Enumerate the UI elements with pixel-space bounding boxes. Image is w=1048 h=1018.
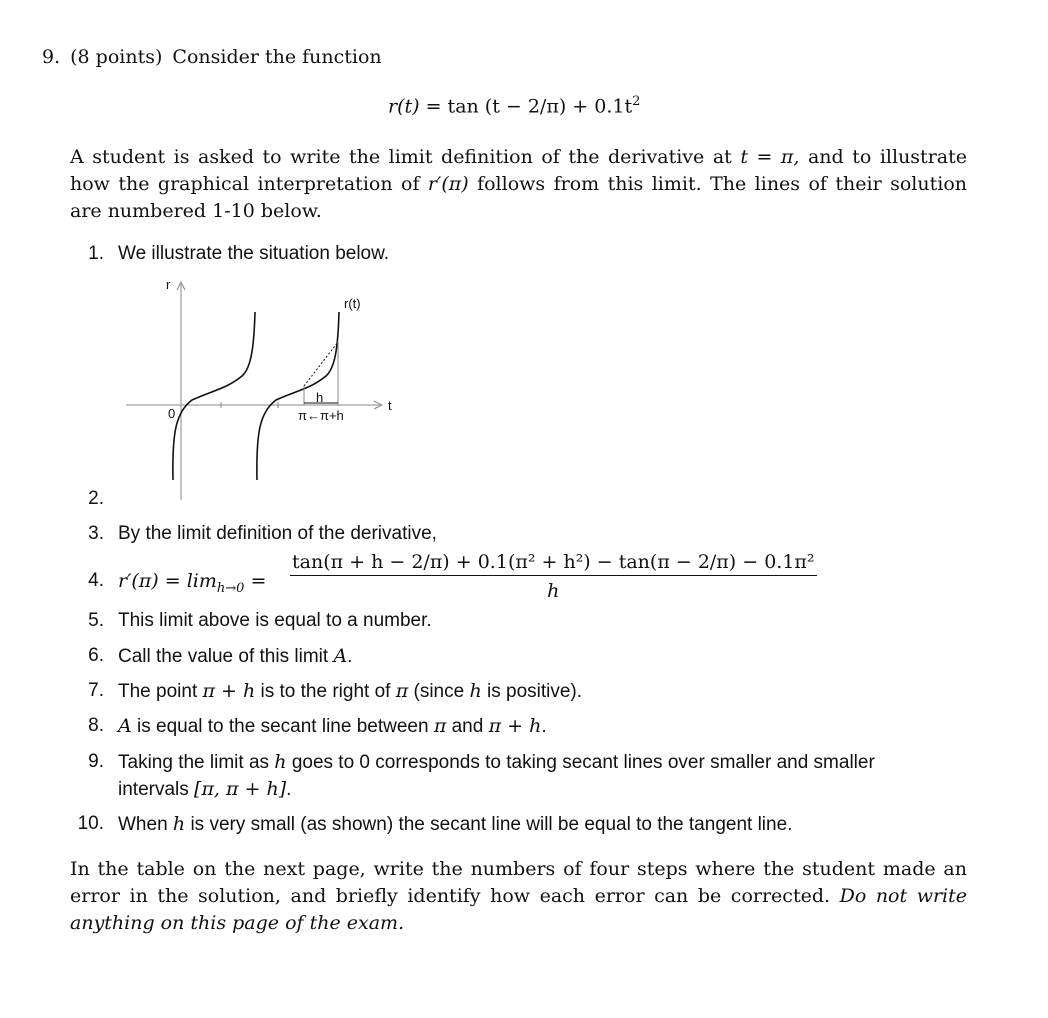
step-number: 7. [88,680,104,701]
step-number: 4. [88,570,104,591]
fraction-numerator: tan(π + h − 2/π) + 0.1(π² + h²) − tan(π − 2/π) − 0.1π² [290,551,817,576]
step-text-line-2: intervals [π, π + h]. [118,778,292,800]
question-header [42,46,382,68]
origin-label: 0 [168,406,176,421]
formula-exponent: 2 [632,94,641,109]
step-number: 9. [88,751,104,772]
step-text: A is equal to the secant line between π and π + h. [118,715,547,737]
step-text: The point π + h is to the right of π (since h is positive). [118,680,583,702]
h-label: h [316,390,324,405]
interval-label: π←π+h [298,408,344,423]
limit-expression: r′(π) = lim [118,570,217,592]
step-text: We illustrate the situation below. [118,243,390,264]
equals-sign: = [250,570,267,592]
step-text: This limit above is equal to a number. [118,610,432,631]
closing-instruction: In the table on the next page, write the numbers of four steps where the student made an error in the solution, and briefly identify how each error can be corrected. [70,858,967,907]
closing-warning: Do not write anything on this page of the exam. [70,885,967,934]
formula-rhs: = tan (t − 2/π) + 0.1t [425,95,633,118]
intro-paragraph [70,144,967,225]
intro-math-t: t = π, [740,146,800,168]
intro-math-rprime: r′(π) [427,173,469,195]
r-axis-label: r [166,277,171,292]
step-number: 8. [88,715,104,736]
step-number: 10. [77,813,104,834]
function-formula [388,94,640,117]
intro-text-3: follows from this limit. The lines of their solution are numbered 1-10 below. [70,173,967,222]
curve-branch-1 [173,312,255,480]
step-text-line-1: Taking the limit as h goes to 0 corresponds to taking secant lines over smaller and smaller [118,751,875,773]
curve-label: r(t) [344,296,361,311]
step-text: When h is very small (as shown) the secant line will be equal to the tangent line. [118,813,793,835]
fraction-denominator: h [547,580,560,602]
intro-text-2: and to illustrate how the graphical interpretation of [70,146,967,195]
curve-branch-2 [257,312,339,480]
step-number: 2. [88,488,104,509]
question-points: (8 points) [70,46,163,68]
tangent-graph [118,272,408,502]
difference-quotient [290,551,817,602]
step-number: 3. [88,523,104,544]
question-number: 9. [42,46,61,68]
limit-subscript: h→0 [216,580,245,596]
step-number: 5. [88,610,104,631]
step-text: Call the value of this limit A. [118,645,353,667]
step-4-lhs [118,570,266,596]
formula-lhs: r(t) [388,95,420,118]
step-text: By the limit definition of the derivative, [118,523,437,544]
t-axis-label: t [388,398,392,413]
closing-paragraph [70,856,967,937]
intro-text-1: A student is asked to write the limit definition of the derivative at [70,146,732,168]
step-number: 1. [88,243,104,264]
question-prompt: Consider the function [172,46,382,68]
step-number: 6. [88,645,104,666]
